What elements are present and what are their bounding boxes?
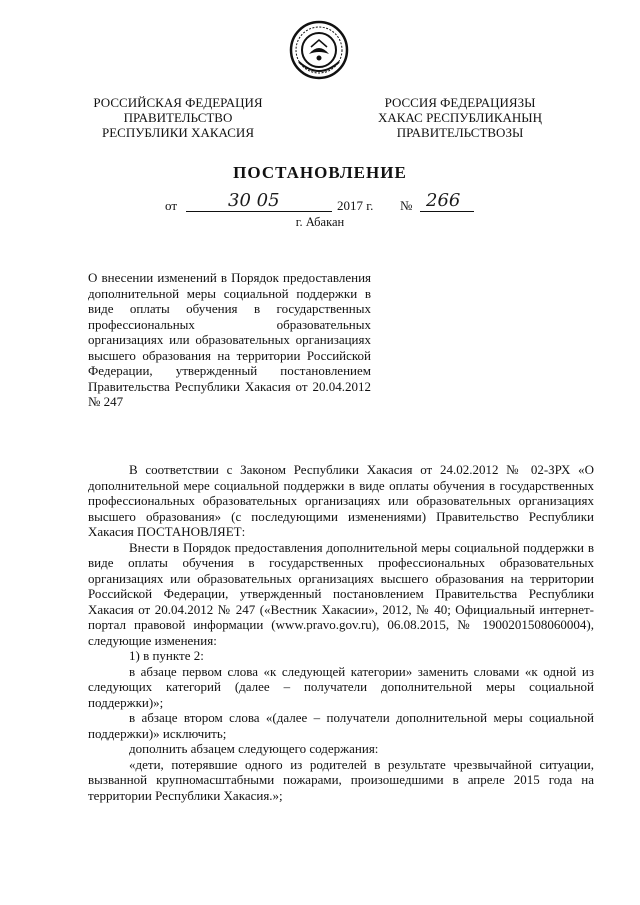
date-underline <box>186 211 332 212</box>
body-paragraph: в абзаце первом слова «к следующей категории» заменить словами «к одной из следующих категорий (далее – получатели дополнительной меры социальной поддержки)»; <box>88 663 594 710</box>
handwritten-number: 266 <box>426 190 461 211</box>
header-right-line: ПРАВИТЕЛЬСТВОЗЫ <box>396 125 524 140</box>
date-prefix: от <box>165 198 178 213</box>
date-year: 2017 г. <box>337 198 374 213</box>
header-right-line: ХАКАС РЕСПУБЛИКАНЫҢ <box>377 110 543 125</box>
number-label: № <box>400 198 413 213</box>
handwritten-date: 30 05 <box>228 190 280 211</box>
body-paragraph: Внести в Порядок предоставления дополнительной меры социальной поддержки в виде оплаты обучения в государственных профессиональных образовательных организациях или образовательных организациях высшего образования на территории Российской Федерации, утвержденный постановлением Правительства Республики Хакасия от 20.04.2012 № 247 («Вестник Хакасии», 2012, № 40; Официальный интернет-портал правовой информации (www.pravo.gov.ru), 06.08.2015, № 1900201508060004), следующие изменения: <box>88 539 594 648</box>
body-paragraph: в абзаце втором слова «(далее – получатели дополнительной меры социальной поддержки)» исключить; <box>88 710 594 741</box>
coat-of-arms-icon <box>289 20 349 80</box>
body-paragraph: «дети, потерявшие одного из родителей в результате чрезвычайной ситуации, вызванной крупномасштабными пожарами, произошедшими в апреле 2015 года на территории Республики Хакасия.»; <box>88 756 594 803</box>
dateline <box>0 192 640 214</box>
city: г. Абакан <box>295 215 345 229</box>
header-left-line: РОССИЙСКАЯ ФЕДЕРАЦИЯ <box>93 95 263 110</box>
document-body <box>88 462 594 803</box>
body-paragraph: дополнить абзацем следующего содержания: <box>129 741 379 756</box>
body-paragraph: 1) в пункте 2: <box>129 648 204 663</box>
header-right <box>370 95 550 140</box>
header-left-line: ПРАВИТЕЛЬСТВО <box>123 110 233 125</box>
document-title: ПОСТАНОВЛЕНИЕ <box>233 163 407 182</box>
document-subject: О внесении изменений в Порядок предоставления дополнительной меры социальной поддержки в виде оплаты обучения в государственных профессиональных образовательных организациях или образовательных организациях высшего образования на территории Российской Федерации, утвержденный постановлением Правительства Республики Хакасия от 20.04.2012 № 247 <box>88 270 371 409</box>
number-underline <box>420 211 474 212</box>
header-right-line: РОССИЯ ФЕДЕРАЦИЯЗЫ <box>384 95 536 110</box>
header-left-line: РЕСПУБЛИКИ ХАКАСИЯ <box>101 125 254 140</box>
body-paragraph: В соответствии с Законом Республики Хакасия от 24.02.2012 № 02-ЗРХ «О дополнительной мере социальной поддержки в виде оплаты обучения в государственных профессиональных образовательных организациях или образовательных организациях высшего образования» (с последующими изменениями) Правительство Республики Хакасия ПОСТАНОВЛЯЕТ: <box>88 462 594 539</box>
header-left <box>88 95 268 140</box>
